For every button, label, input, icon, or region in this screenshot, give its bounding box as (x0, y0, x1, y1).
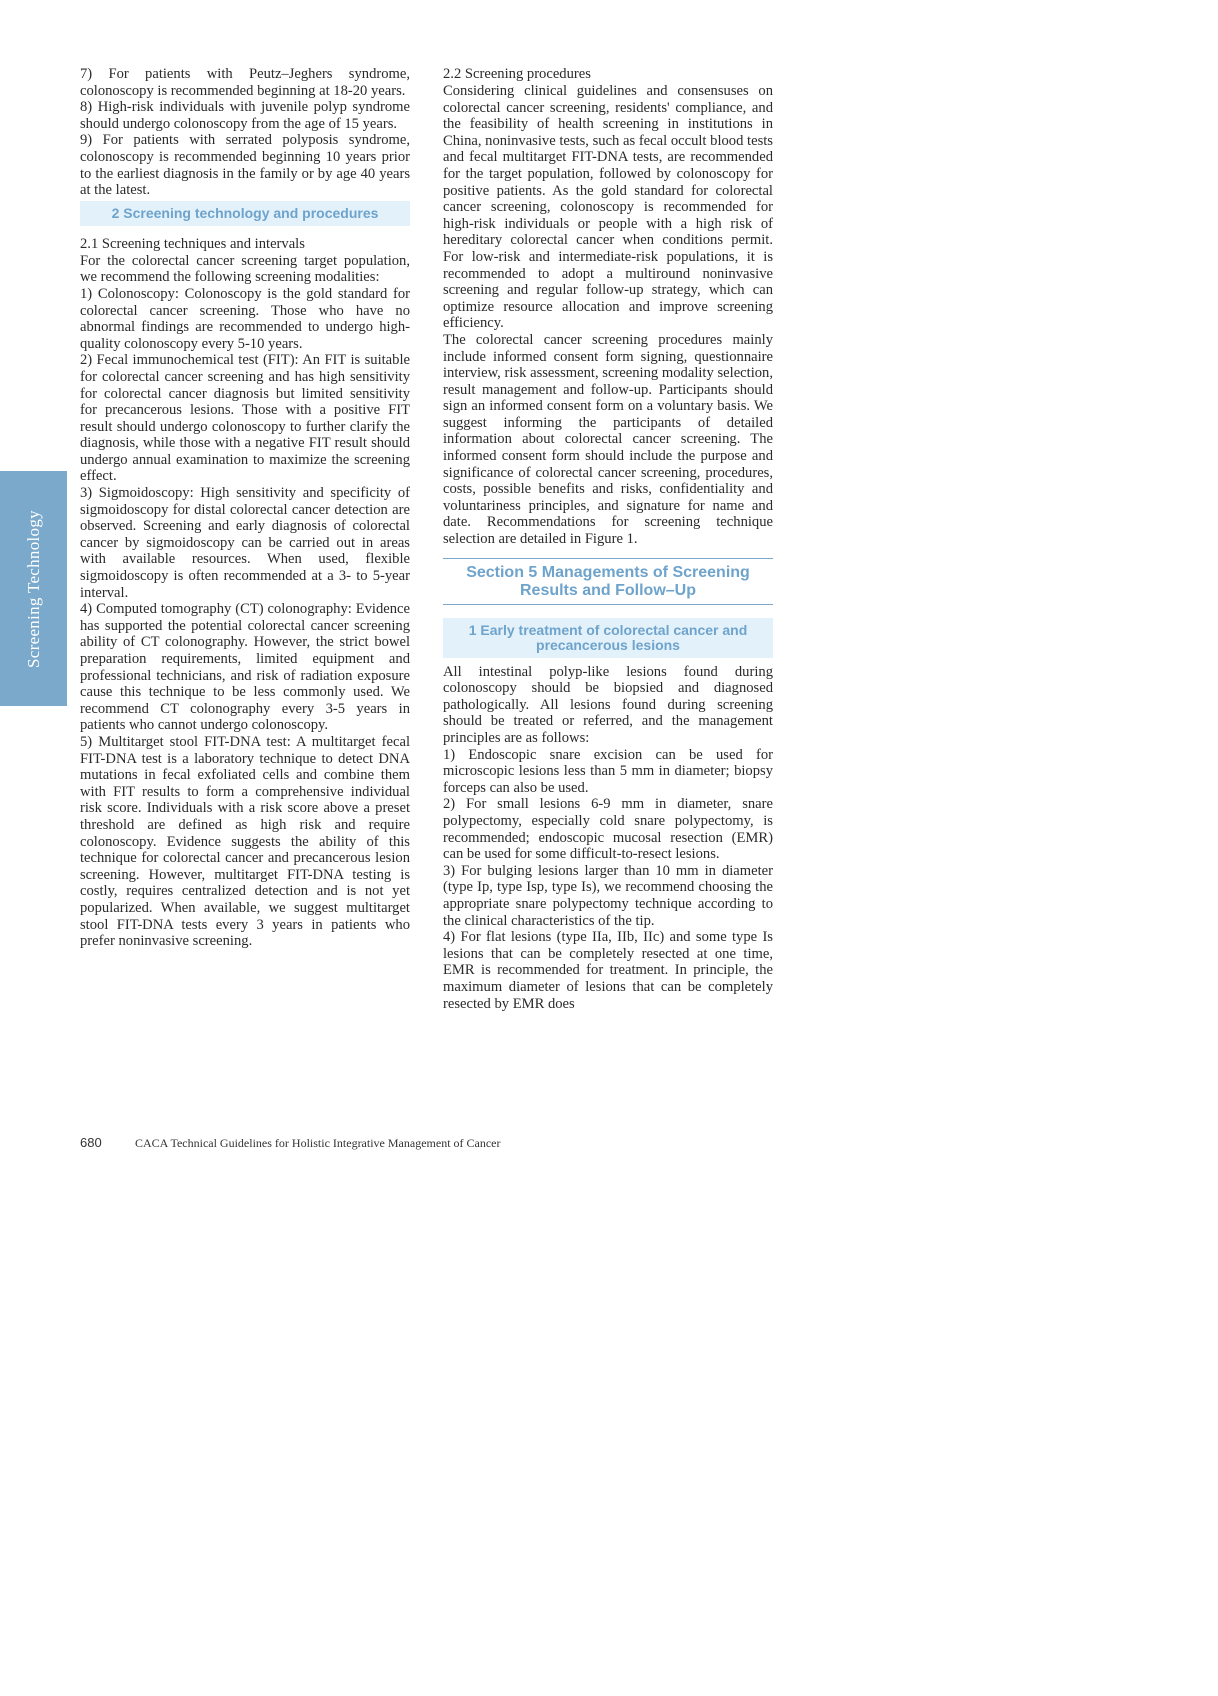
page-footer (80, 1135, 501, 1151)
right-column (443, 66, 773, 1012)
list-item: 1) Endoscopic snare excision can be used for microscopic lesions less than 5 mm in diameter; biopsy forceps can also be used. (443, 746, 773, 796)
paragraph: Considering clinical guidelines and consensuses on colorectal cancer screening, residents' compliance, and the feasibility of health screening in institutions in China, noninvasive tests, such as fecal occult blood tests and fecal multitarget FIT-DNA tests, are recommended for the target population, followed by colonoscopy for positive patients. As the gold standard for colorectal cancer screening, colonoscopy is recommended for high-risk individuals or people with a high risk of hereditary colorectal cancer when conditions permit. For low-risk and intermediate-risk populations, it is recommended to adopt a multiround noninvasive screening and regular follow-up strategy, which can optimize resource allocation and improve screening efficiency. (443, 83, 773, 332)
subheading: 2.1 Screening techniques and intervals (80, 235, 305, 252)
section-heading (443, 618, 773, 658)
intro-paragraph: All intestinal polyp-like lesions found during colonoscopy should be biopsied and diagnosed pathologically. All lesions found during screening should be treated or referred, and the management principles are as follows: (443, 663, 773, 746)
running-title: CACA Technical Guidelines for Holistic Integrative Management of Cancer (135, 1136, 501, 1150)
list-item: 3) Sigmoidoscopy: High sensitivity and specificity of sigmoidoscopy for distal colorectal cancer detection are observed. Screening and early diagnosis of colorectal cancer by sigmoidoscopy can be carried out in areas with available resources. When used, flexible sigmoidoscopy is often recommended at a 3- to 5-year interval. (80, 485, 410, 601)
list-item: 2) For small lesions 6-9 mm in diameter, snare polypectomy, especially cold snare polypectomy, is recommended; endoscopic mucosal resection (EMR) can be used for some difficult-to-resect lesions. (443, 796, 773, 863)
list-item: 4) Computed tomography (CT) colonography: Evidence has supported the potential colorectal cancer screening ability of CT colonography. However, the strict bowel preparation requirements, limited equipment and professional technicians, and risk of radiation exposure cause this technique to be less commonly used. We recommend CT colonography every 3-5 years in patients who cannot undergo colonoscopy. (80, 601, 410, 734)
section-title-line: Results and Follow–Up (519, 581, 696, 599)
section-title-line: Section 5 Managements of Screening (466, 563, 750, 581)
subheading: 2.2 Screening procedures (443, 66, 591, 82)
list-item: 7) For patients with Peutz–Jeghers syndrome, colonoscopy is recommended beginning at 18-20 years. (80, 66, 410, 99)
list-item: 2) Fecal immunochemical test (FIT): An FIT is suitable for colorectal cancer screening and has high sensitivity for colorectal cancer diagnosis but limited sensitivity for precancerous lesions. Those with a positive FIT result should undergo colonoscopy to further clarify the diagnosis, while those with a negative FIT result should undergo annual examination to maximize the screening effect. (80, 352, 410, 485)
section-heading-line: precancerous lesions (536, 636, 680, 653)
side-tab-label: Screening Technology (23, 509, 43, 668)
left-column (80, 66, 410, 950)
side-tab (0, 471, 67, 706)
page-number: 680 (80, 1135, 102, 1150)
paragraph: The colorectal cancer screening procedures mainly include informed consent form signing, questionnaire interview, risk assessment, screening modality selection, result management and follow-up. Participants should sign an informed consent form on a voluntary basis. We suggest informing the participants of detailed information about colorectal cancer screening. The informed consent form should include the purpose and significance of colorectal cancer screening, procedures, costs, possible benefits and risks, confidentiality and voluntariness principles, and signature for name and date. Recommendations for screening technique selection are detailed in Figure 1. (443, 331, 773, 548)
list-item: 3) For bulging lesions larger than 10 mm in diameter (type Ip, type Isp, type Is), we recommend choosing the appropriate snare polypectomy technique according to the clinical characteristics of the tip. (443, 862, 773, 929)
list-item: 1) Colonoscopy: Colonoscopy is the gold standard for colorectal cancer screening. Those who have no abnormal findings are recommended to undergo high-quality colonoscopy every 5-10 years. (80, 285, 410, 352)
section-heading: 2 Screening technology and procedures (80, 201, 410, 226)
list-item: 4) For flat lesions (type IIa, IIb, IIc) and some type Is lesions that can be completely resected at one time, EMR is recommended for treatment. In principle, the maximum diameter of lesions that can be completely resected by EMR does (443, 929, 773, 1012)
section-heading-line: 1 Early treatment of colorectal cancer and (468, 621, 748, 638)
list-item: 5) Multitarget stool FIT-DNA test: A multitarget fecal FIT-DNA test is a laboratory technique to detect DNA mutations in fecal exfoliated cells and combine them with FIT results to form a comprehensive individual risk score. Individuals with a risk score above a preset threshold are defined as high risk and require colonoscopy. Evidence suggests the ability of this technique for colorectal cancer and precancerous lesion screening. However, multitarget FIT-DNA testing is costly, requires centralized detection and is not yet popularized. When available, we suggest multitarget stool FIT-DNA tests every 3 years in patients who prefer noninvasive screening. (80, 733, 410, 950)
intro-paragraph: For the colorectal cancer screening target population, we recommend the following screening modalities: (80, 252, 410, 286)
section-title (443, 558, 773, 605)
list-item: 9) For patients with serrated polyposis syndrome, colonoscopy is recommended beginning 10 years prior to the earliest diagnosis in the family or by age 40 years at the latest. (80, 132, 410, 199)
list-item: 8) High-risk individuals with juvenile polyp syndrome should undergo colonoscopy from the age of 15 years. (80, 99, 410, 132)
